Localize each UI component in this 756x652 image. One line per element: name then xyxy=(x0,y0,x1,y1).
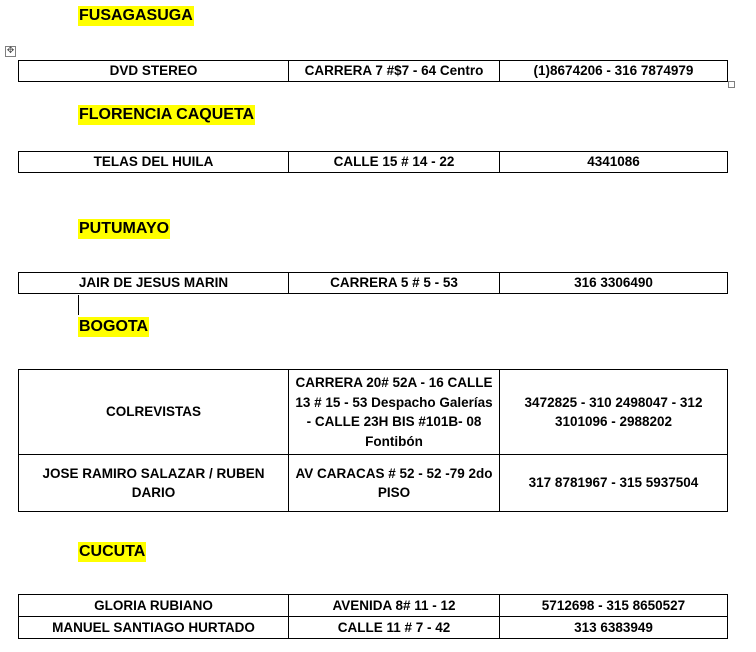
cell-name[interactable]: MANUEL SANTIAGO HURTADO xyxy=(19,617,289,639)
table-fusagasuga xyxy=(18,60,728,82)
cell-phone[interactable]: 5712698 - 315 8650527 xyxy=(500,595,728,617)
cell-phone[interactable]: 3472825 - 310 2498047 - 312 3101096 - 2988202 xyxy=(500,370,728,455)
table-row xyxy=(19,595,728,617)
table-row xyxy=(19,152,728,173)
heading-cucuta: CUCUTA xyxy=(79,543,146,560)
cell-phone[interactable]: 4341086 xyxy=(500,152,728,173)
cell-name[interactable]: TELAS DEL HUILA xyxy=(19,152,289,173)
table-putumayo xyxy=(18,272,728,294)
table-row xyxy=(19,370,728,455)
cell-phone[interactable]: (1)8674206 - 316 7874979 xyxy=(500,61,728,82)
cell-address[interactable]: CARRERA 7 #$7 - 64 Centro xyxy=(289,61,500,82)
cell-name[interactable]: JOSE RAMIRO SALAZAR / RUBEN DARIO xyxy=(19,455,289,512)
cell-address[interactable]: CARRERA 5 # 5 - 53 xyxy=(289,273,500,294)
heading-bogota: BOGOTA xyxy=(79,318,149,335)
cell-name[interactable]: JAIR DE JESUS MARIN xyxy=(19,273,289,294)
cell-name[interactable]: GLORIA RUBIANO xyxy=(19,595,289,617)
cell-address[interactable]: AVENIDA 8# 11 - 12 xyxy=(289,595,500,617)
table-resize-handle-icon[interactable] xyxy=(728,81,735,88)
table-row xyxy=(19,61,728,82)
table-florencia-caqueta xyxy=(18,151,728,173)
cell-name[interactable]: DVD STEREO xyxy=(19,61,289,82)
heading-fusagasuga: FUSAGASUGA xyxy=(79,7,193,24)
table-bogota xyxy=(18,369,728,512)
cell-address[interactable]: CALLE 15 # 14 - 22 xyxy=(289,152,500,173)
table-move-handle-icon[interactable]: ✥ xyxy=(6,46,15,56)
cell-name[interactable]: COLREVISTAS xyxy=(19,370,289,455)
cell-address[interactable]: CALLE 11 # 7 - 42 xyxy=(289,617,500,639)
cell-phone[interactable]: 313 6383949 xyxy=(500,617,728,639)
heading-florencia-caqueta: FLORENCIA CAQUETA xyxy=(79,106,255,123)
table-row xyxy=(19,617,728,639)
table-row xyxy=(19,455,728,512)
table-cucuta xyxy=(18,594,728,639)
cell-address[interactable]: AV CARACAS # 52 - 52 -79 2do PISO xyxy=(289,455,500,512)
heading-putumayo: PUTUMAYO xyxy=(79,220,170,237)
cell-address[interactable]: CARRERA 20# 52A - 16 CALLE 13 # 15 - 53 Despacho Galerías - CALLE 23H BIS #101B- 08 Fontibón xyxy=(289,370,500,455)
text-cursor xyxy=(78,295,79,315)
table-row xyxy=(19,273,728,294)
cell-phone[interactable]: 317 8781967 - 315 5937504 xyxy=(500,455,728,512)
cell-phone[interactable]: 316 3306490 xyxy=(500,273,728,294)
